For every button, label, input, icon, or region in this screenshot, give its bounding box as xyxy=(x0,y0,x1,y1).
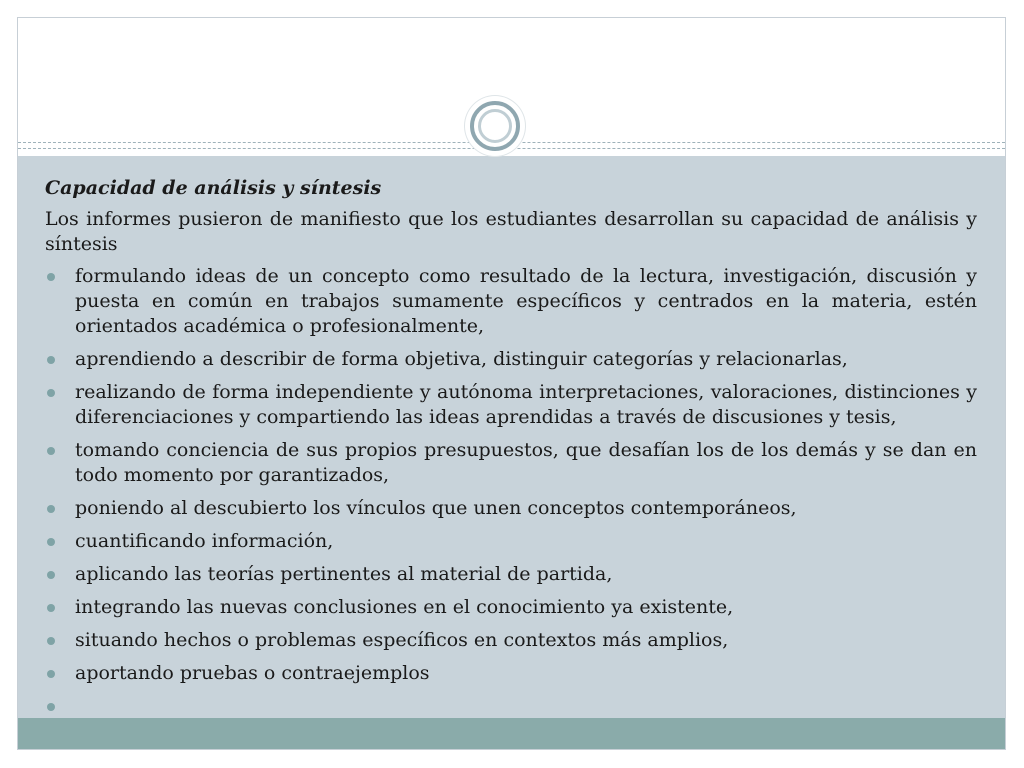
bullet-dot-icon xyxy=(47,670,55,678)
bullet-item xyxy=(45,562,977,587)
bullet-dot-icon xyxy=(47,505,55,513)
bullet-item xyxy=(45,380,977,430)
bullet-text: aportando pruebas o contraejemplos xyxy=(75,662,430,684)
bullet-item xyxy=(45,694,977,714)
bullet-dot-icon xyxy=(47,389,55,397)
slide-body xyxy=(45,176,977,714)
bullet-text: aplicando las teorías pertinentes al material de partida, xyxy=(75,563,613,585)
bullet-list xyxy=(45,264,977,714)
bullet-text: cuantificando información, xyxy=(75,530,334,552)
bullet-text: tomando conciencia de sus propios presupuestos, que desafían los de los demás y se dan en todo momento por garantizados, xyxy=(75,439,977,486)
bullet-text: realizando de forma independiente y autónoma interpretaciones, valoraciones, distinciones y diferenciaciones y compartiendo las ideas aprendidas a través de discusiones y tesis, xyxy=(75,381,977,428)
bullet-item xyxy=(45,496,977,521)
decorative-ring-inner xyxy=(478,109,512,143)
bullet-dot-icon xyxy=(47,538,55,546)
bullet-item xyxy=(45,628,977,653)
bullet-item xyxy=(45,438,977,488)
bullet-text: aprendiendo a describir de forma objetiva, distinguir categorías y relacionarlas, xyxy=(75,348,848,370)
bullet-dot-icon xyxy=(47,273,55,281)
bullet-item xyxy=(45,264,977,339)
intro-paragraph: Los informes pusieron de manifiesto que los estudiantes desarrollan su capacidad de análisis y síntesis xyxy=(45,208,977,255)
bullet-dot-icon xyxy=(47,637,55,645)
bullet-text: formulando ideas de un concepto como resultado de la lectura, investigación, discusión y puesta en común en trabajos sumamente específicos y centrados en la materia, estén orientados académica o profesionalmente, xyxy=(75,265,977,337)
bullet-dot-icon xyxy=(47,571,55,579)
bullet-item xyxy=(45,347,977,372)
bullet-item xyxy=(45,595,977,620)
bullet-dot-icon xyxy=(47,604,55,612)
bullet-dot-icon xyxy=(47,447,55,455)
bullet-text: integrando las nuevas conclusiones en el conocimiento ya existente, xyxy=(75,596,734,618)
bullet-dot-icon xyxy=(47,703,55,711)
bullet-text: situando hechos o problemas específicos en contextos más amplios, xyxy=(75,629,729,651)
bullet-item xyxy=(45,661,977,686)
bullet-text: poniendo al descubierto los vínculos que unen conceptos contemporáneos, xyxy=(75,497,797,519)
bullet-item xyxy=(45,529,977,554)
bullet-dot-icon xyxy=(47,356,55,364)
section-heading: Capacidad de análisis y síntesis xyxy=(45,177,382,199)
footer-band xyxy=(18,718,1005,750)
